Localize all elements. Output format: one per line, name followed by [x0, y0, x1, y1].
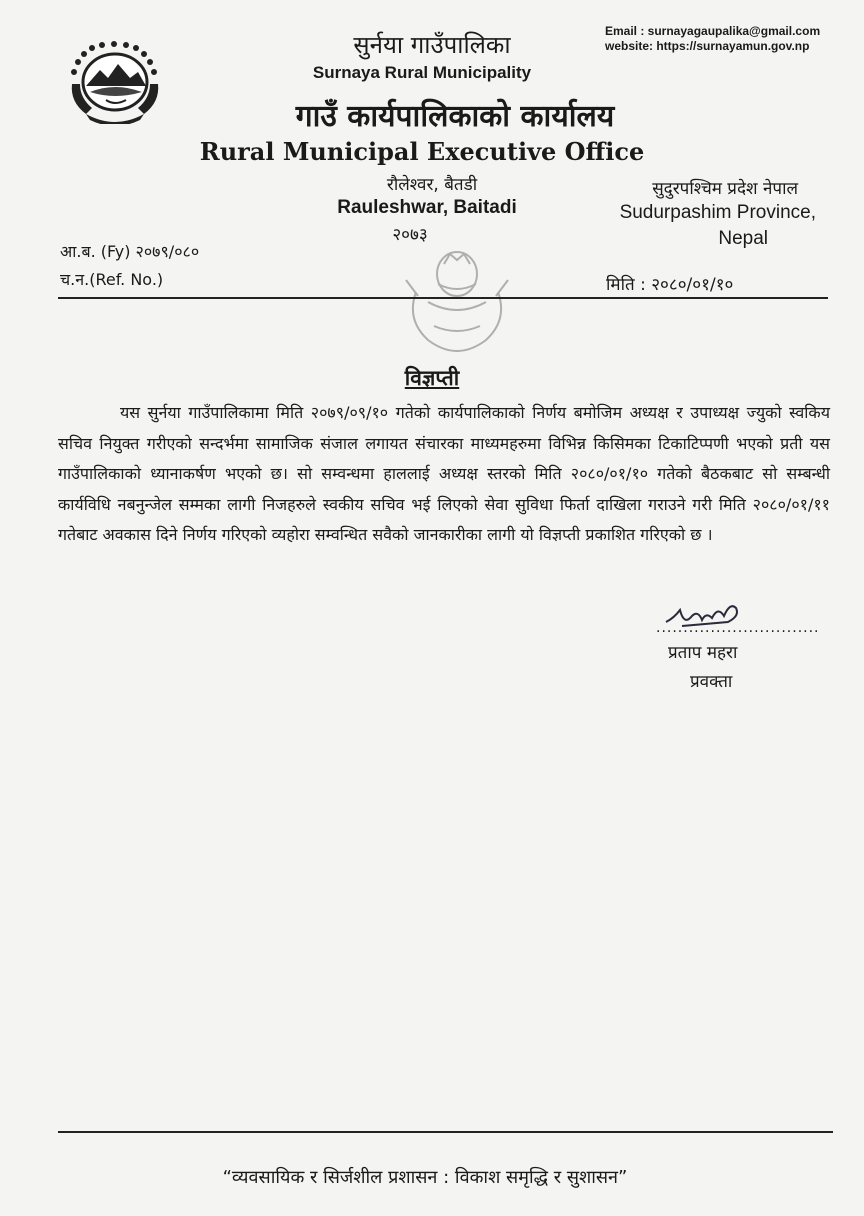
address-en: Rauleshwar, Baitadi: [337, 197, 517, 218]
province-np: सुदुरपश्चिम प्रदेश नेपाल: [652, 179, 798, 199]
website-contact: website: https://surnayamun.gov.np: [605, 39, 810, 53]
province-en: Sudurpashim Province,: [619, 202, 816, 223]
signature-line: ..............................: [656, 620, 820, 636]
office-name-en: Rural Municipal Executive Office: [199, 137, 645, 166]
notice-body: यस सुर्नया गाउँपालिकामा मिति २०७९/०९/१० गतेको कार्यपालिकाको निर्णय बमोजिम अध्यक्ष र उपाध्यक्ष ज्युको स्वकिय सचिव नियुक्त गरीएको सन्दर्भमा सामाजिक संजाल लगायत संचारका माध्यमहरुमा विभिन्न किसिमका टिकाटिप्पणी भएको प्रती यस गाउँपालिकाको ध्यानाकर्षण भएको छ। सो सम्वन्धमा हाललाई अध्यक्ष स्तरको मिति २०८०/०१/१० गतेको बैठकबाट सो सम्बन्धी कार्यविधि नबनुन्जेल सम्मका लागी निजहरुले स्वकीय सचिव भई लिएको सेवा सुविधा फिर्ता दाखिला गराउने गरी मिति २०८०/०१/११ गतेबाट अवकास दिने निर्णय गरिएको व्यहोरा सम्वन्धित सवैको जानकारीका लागी यो विज्ञप्ती प्रकाशित गरिएको छ ।: [58, 403, 830, 544]
footer-motto: “व्यवसायिक र सिर्जशील प्रशासन : विकाश समृद्धि र सुशासन”: [222, 1167, 628, 1188]
signatory-title: प्रवक्ता: [690, 672, 733, 692]
header-divider: [58, 297, 828, 299]
fiscal-year: आ.ब. (Fy) २०७९/०८०: [60, 242, 200, 261]
established-year: २०७३: [392, 225, 428, 245]
footer-divider: [58, 1131, 833, 1133]
reference-number: च.न.(Ref. No.): [60, 270, 164, 289]
notice-title: विज्ञप्ती: [404, 366, 460, 390]
office-name-np: गाउँ कार्यपालिकाको कार्यालय: [295, 99, 615, 134]
municipality-name-en: Surnaya Rural Municipality: [312, 63, 532, 82]
signatory-name: प्रताप महरा: [668, 643, 738, 663]
address-np: रौलेश्वर, बैतडी: [386, 175, 478, 195]
country-en: Nepal: [718, 228, 768, 249]
email-contact: Email : surnayagaupalika@gmail.com: [605, 24, 821, 38]
municipality-name-np: सुर्नया गाउँपालिका: [353, 31, 511, 59]
office-stamp-icon: [398, 240, 516, 368]
letter-date: मिति : २०८०/०१/१०: [606, 275, 734, 295]
